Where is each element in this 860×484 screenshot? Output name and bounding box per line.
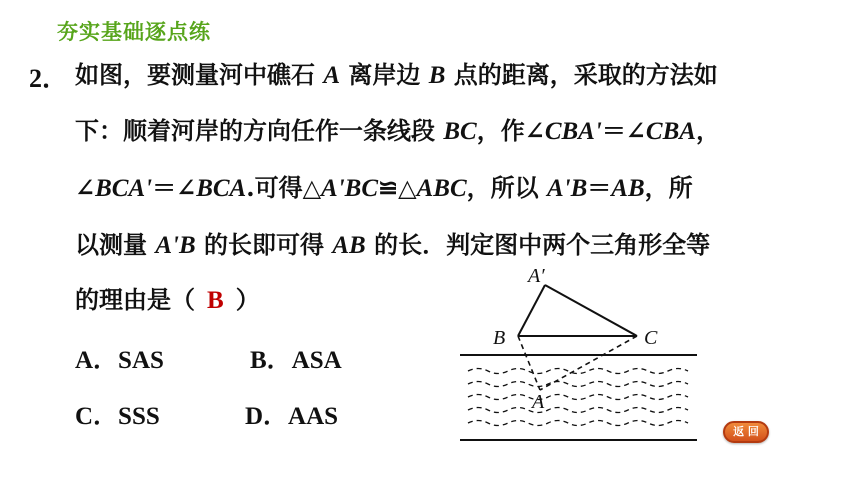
option-d[interactable]: D．AAS	[245, 403, 339, 430]
math-term: CBA'	[544, 118, 602, 145]
text-segment: 的长即可得	[195, 230, 333, 259]
math-term: A'BC	[321, 175, 379, 202]
triangle-a-b-c	[518, 336, 637, 390]
question-number: 2．	[29, 64, 69, 93]
math-term: BCA'	[95, 175, 153, 202]
label-a-prime: A′	[528, 265, 545, 287]
math-term: ABC	[416, 175, 467, 202]
question-prompt: 的理由是（	[75, 285, 195, 314]
question-line-2	[75, 115, 835, 148]
question-line-1	[75, 59, 835, 92]
back-button[interactable]: 返 回	[723, 421, 769, 443]
option-c[interactable]: C．SSS	[75, 403, 160, 430]
text-segment: 如图，要测量河中礁石	[75, 60, 324, 89]
text-segment: ，所以	[466, 173, 547, 202]
math-term: A'B	[155, 232, 196, 259]
text-segment: ≌△	[378, 173, 417, 202]
math-term: A	[323, 62, 341, 89]
label-a: A	[532, 391, 545, 413]
text-segment: .可得△	[246, 173, 322, 202]
text-segment: 的长．判定图中两个三角形全等	[365, 230, 711, 259]
math-term: AB	[332, 232, 366, 259]
question-line-4	[75, 229, 835, 262]
text-segment: 以测量	[75, 230, 156, 259]
question-prompt-close: ）	[235, 285, 260, 314]
text-segment: 离岸边	[340, 60, 429, 89]
text-segment: 下：顺着河岸的方向任作一条线段	[75, 116, 444, 145]
section-header: 夯实基础逐点练	[57, 20, 211, 44]
question-line-3	[75, 172, 835, 205]
text-segment: ，作∠	[476, 116, 545, 145]
label-b: B	[493, 327, 506, 349]
math-term: BCA	[196, 175, 247, 202]
math-term: A'B	[547, 175, 588, 202]
math-term: B	[428, 62, 446, 89]
water-waves	[468, 369, 688, 426]
answer-mark: B	[207, 287, 224, 314]
geometry-figure	[452, 262, 702, 452]
option-a[interactable]: A．SAS	[75, 347, 164, 374]
math-term: AB	[611, 175, 645, 202]
math-term: CBA	[645, 118, 696, 145]
text-segment: 点的距离，采取的方法如	[445, 60, 718, 89]
text-segment: ∠	[75, 173, 96, 202]
text-segment: ＝	[587, 173, 612, 202]
option-b[interactable]: B．ASA	[250, 347, 342, 374]
triangle-a-prime-b-c	[518, 285, 637, 336]
text-segment: ，	[695, 116, 720, 145]
text-segment: ，所	[644, 173, 693, 202]
text-segment: ＝∠	[601, 116, 646, 145]
label-c: C	[644, 327, 658, 349]
text-segment: ＝∠	[152, 173, 197, 202]
math-term: BC	[443, 118, 477, 145]
